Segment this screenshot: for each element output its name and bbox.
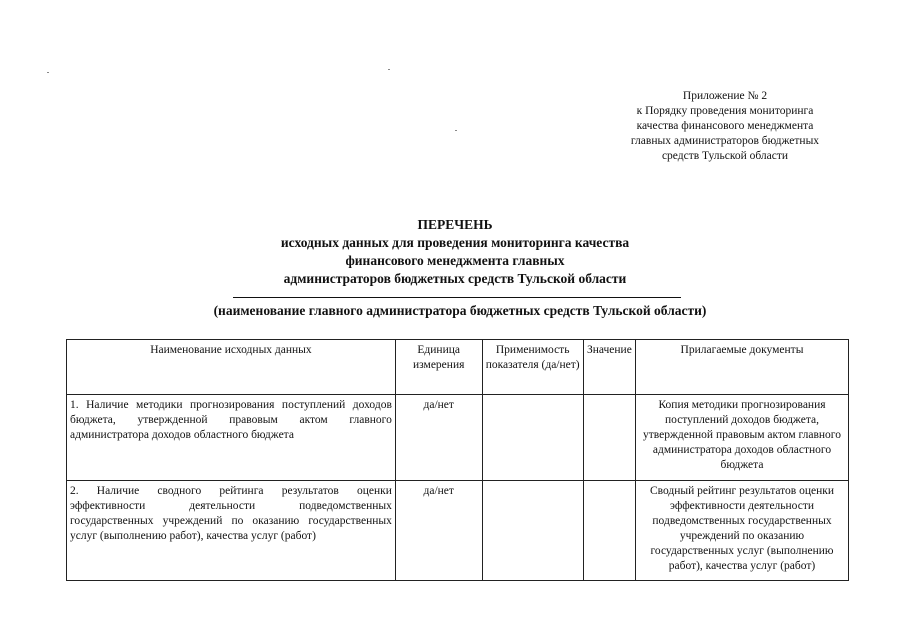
title-line: финансового менеджмента главных bbox=[345, 253, 565, 268]
source-data-table bbox=[66, 339, 849, 581]
scan-speck bbox=[47, 72, 49, 73]
table-row bbox=[67, 481, 849, 581]
scan-speck bbox=[455, 130, 457, 131]
header-cell-name: Наименование исходных данных bbox=[67, 340, 396, 395]
row-name: 1. Наличие методики прогнозирования поступлений доходов бюджета, утвержденной правовым актом главного администратора доходов областного бюджета bbox=[67, 395, 396, 481]
title-line: администраторов бюджетных средств Тульской области bbox=[283, 271, 627, 286]
row-value[interactable] bbox=[583, 481, 635, 581]
title-line: исходных данных для проведения мониторинга качества bbox=[280, 235, 630, 250]
header-cell-documents: Прилагаемые документы bbox=[635, 340, 848, 395]
table-row bbox=[67, 395, 849, 481]
appendix-line: главных администраторов бюджетных bbox=[630, 135, 820, 147]
row-documents: Сводный рейтинг результатов оценки эффективности деятельности подведомственных государственных учреждений по оказанию государственных услуг (выполнению работ), качества услуг (работ) bbox=[635, 481, 848, 581]
appendix-block bbox=[600, 89, 850, 164]
row-value[interactable] bbox=[583, 395, 635, 481]
row-unit: да/нет bbox=[395, 395, 482, 481]
row-documents: Копия методики прогнозирования поступлений доходов бюджета, утвержденной правовым актом главного администратора доходов областного бюджета bbox=[635, 395, 848, 481]
appendix-line: к Порядку проведения мониторинга bbox=[636, 105, 814, 117]
admin-name-fill-line bbox=[233, 297, 681, 298]
row-applicability[interactable] bbox=[482, 481, 583, 581]
admin-name-caption: (наименование главного администратора бюджетных средств Тульской области) bbox=[213, 303, 707, 318]
document-title bbox=[150, 216, 760, 288]
appendix-line: качества финансового менеджмента bbox=[636, 120, 814, 132]
table-header-row bbox=[67, 340, 849, 395]
row-unit: да/нет bbox=[395, 481, 482, 581]
title-heading: ПЕРЕЧЕНЬ bbox=[417, 217, 493, 232]
header-cell-applicability: Применимость показателя (да/нет) bbox=[482, 340, 583, 395]
appendix-line: средств Тульской области bbox=[661, 150, 789, 162]
header-cell-unit: Единица измерения bbox=[395, 340, 482, 395]
appendix-line: Приложение № 2 bbox=[682, 90, 768, 102]
row-name: 2. Наличие сводного рейтинга результатов оценки эффективности деятельности подведомственных государственных учреждений по оказанию государственных услуг (выполнению работ), качества услуг (работ) bbox=[67, 481, 396, 581]
row-applicability[interactable] bbox=[482, 395, 583, 481]
header-cell-value: Значение bbox=[583, 340, 635, 395]
scan-speck bbox=[388, 69, 390, 70]
